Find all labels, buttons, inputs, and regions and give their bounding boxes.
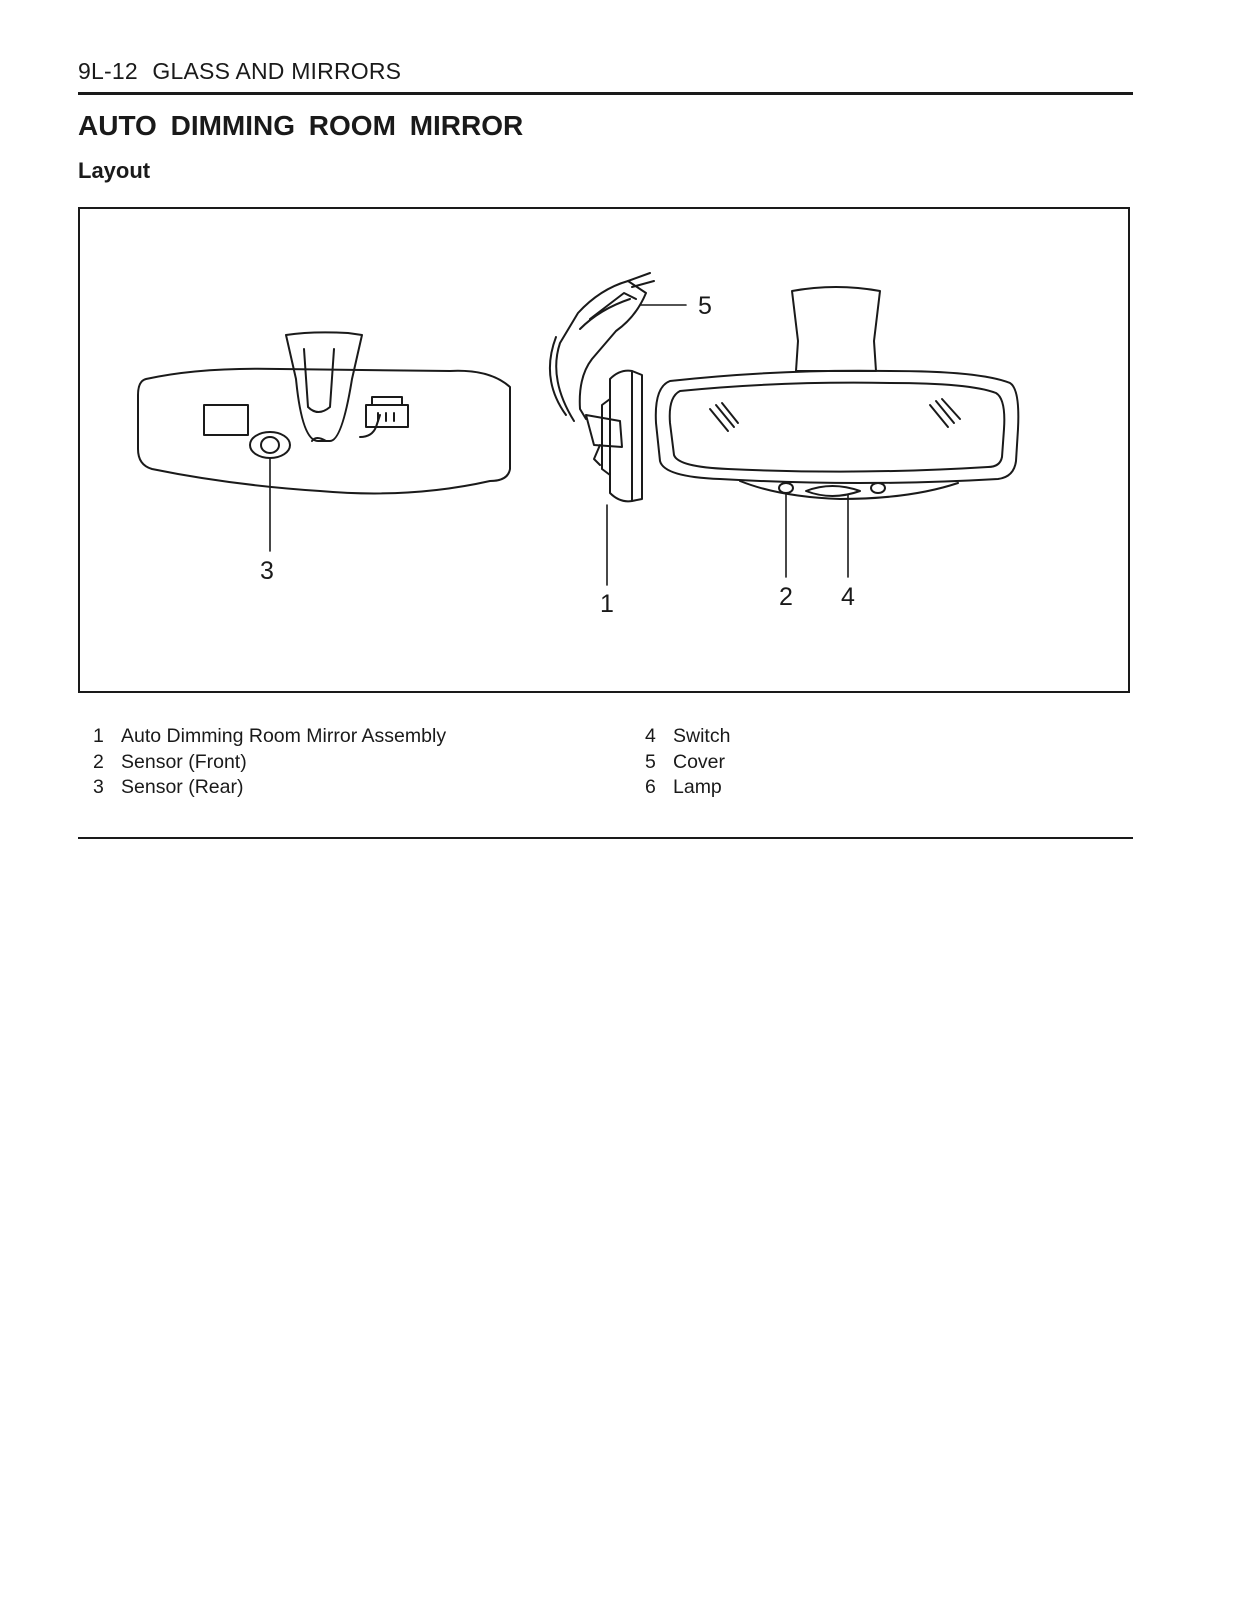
legend-label: Auto Dimming Room Mirror Assembly (121, 725, 447, 747)
legend-label: Cover (673, 750, 726, 773)
legend-label: Switch (673, 725, 731, 747)
legend-label: Lamp (673, 776, 722, 798)
page-header (78, 58, 401, 85)
legend-left (93, 724, 446, 801)
legend-number: 5 (645, 750, 656, 773)
legend-number: 2 (93, 750, 104, 773)
legend-item (645, 750, 730, 776)
legend-label: Sensor (Rear) (121, 776, 244, 798)
section-code: 9L-12 (78, 58, 138, 84)
legend-number: 3 (93, 776, 104, 798)
sensor-window (204, 405, 248, 435)
legend-number: 1 (93, 725, 104, 747)
callout-2: 2 (779, 583, 793, 611)
layout-figure (78, 207, 1130, 693)
mirror-mount (792, 287, 880, 371)
callout-3: 3 (260, 557, 274, 585)
legend-item (93, 750, 446, 776)
mirror-side-view (550, 273, 654, 501)
legend-number: 6 (645, 776, 656, 798)
legend-item (645, 724, 730, 750)
mirror-rear-view (138, 332, 510, 493)
legend-item (93, 724, 446, 750)
mirror-diagram (80, 209, 1132, 695)
front-sensor-icon (779, 483, 793, 493)
legend-number: 4 (645, 725, 656, 747)
rear-sensor-icon (250, 432, 290, 458)
switch-icon (806, 486, 860, 496)
callout-4: 4 (841, 583, 855, 611)
legend-item (645, 775, 730, 801)
lamp-icon (871, 483, 885, 493)
page-subtitle: Layout (78, 158, 151, 183)
page-title: AUTO DIMMING ROOM MIRROR (78, 110, 524, 141)
legend-right (645, 724, 730, 801)
footer-rule (78, 837, 1133, 839)
legend-label: Sensor (Front) (121, 750, 247, 773)
callout-1: 1 (600, 590, 614, 618)
section-title: GLASS AND MIRRORS (152, 58, 402, 84)
header-rule (78, 92, 1133, 95)
legend-item (93, 775, 446, 801)
callout-5: 5 (698, 292, 712, 320)
